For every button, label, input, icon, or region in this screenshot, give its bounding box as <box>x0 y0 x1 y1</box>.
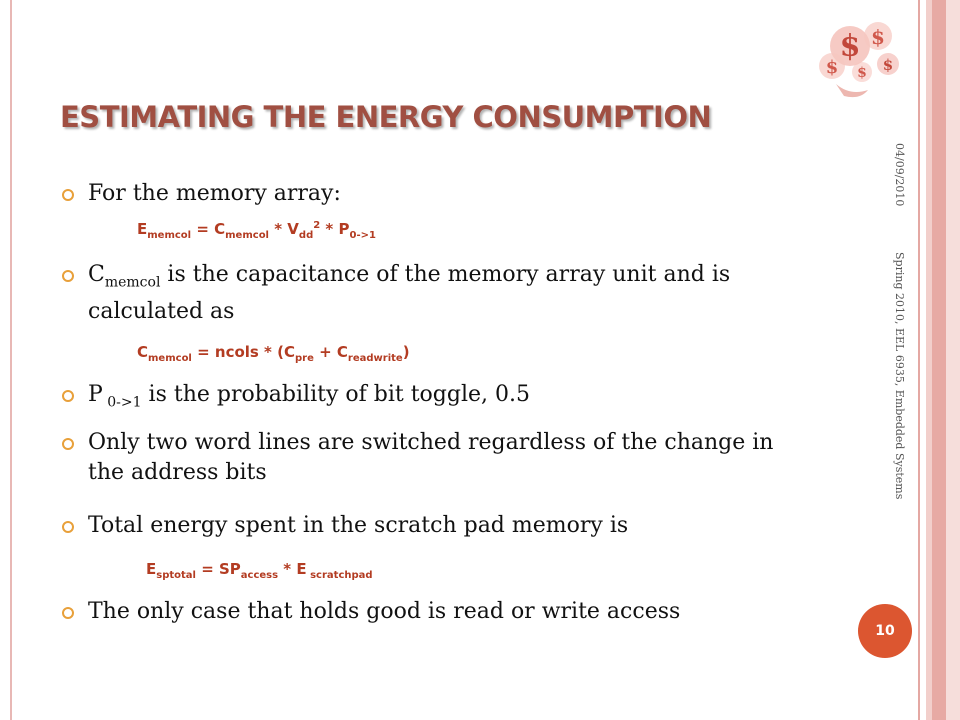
formula-c-memcol: $C_{memcol}$ = ncols * $(C_{pre} + C_{readwrite})$ <box>137 343 410 364</box>
bullet-capacitance: $C_{memcol}$ is the capacitance of the memory array unit and is calculated as <box>88 260 808 327</box>
side-divider-line <box>918 0 920 720</box>
formula-e-memcol: $E_{memcol} = C_{memcol} * V_{dd}^2 * P_{0->1}$ <box>137 220 376 241</box>
svg-text:$: $ <box>882 56 894 74</box>
decorative-bar-pale <box>946 0 960 720</box>
formula-e-sptotal: $E_{sptotal} = SP_{access} * E$ $_{scratchpad}$ <box>146 560 373 581</box>
course-label: Spring 2010, EEL 6935, Embedded Systems <box>893 252 906 500</box>
slide-date: 04/09/2010 <box>893 143 906 207</box>
page-number-badge <box>858 604 912 658</box>
svg-text:$: $ <box>839 29 861 64</box>
bullet-probability: P $_{0->1}$ is the probability of bit toggle, 0.5 <box>88 380 808 417</box>
svg-text:$: $ <box>871 25 885 49</box>
dollar-sign-money-logo <box>806 6 910 102</box>
page-number: 10 <box>875 623 895 639</box>
left-border-line <box>10 0 12 720</box>
decorative-bar-dark <box>932 0 946 720</box>
bullet-total-energy: Total energy spent in the scratch pad memory is <box>88 511 808 541</box>
bullet-word-lines: Only two word lines are switched regardless of the change in the address bits <box>88 428 808 488</box>
bullet-memory-array: For the memory array: <box>88 179 808 209</box>
bullet-read-write-access: The only case that holds good is read or write access <box>88 597 828 627</box>
svg-text:$: $ <box>857 65 867 81</box>
slide-title: ESTIMATING THE ENERGY CONSUMPTION <box>60 100 712 134</box>
svg-text:$: $ <box>825 57 839 78</box>
